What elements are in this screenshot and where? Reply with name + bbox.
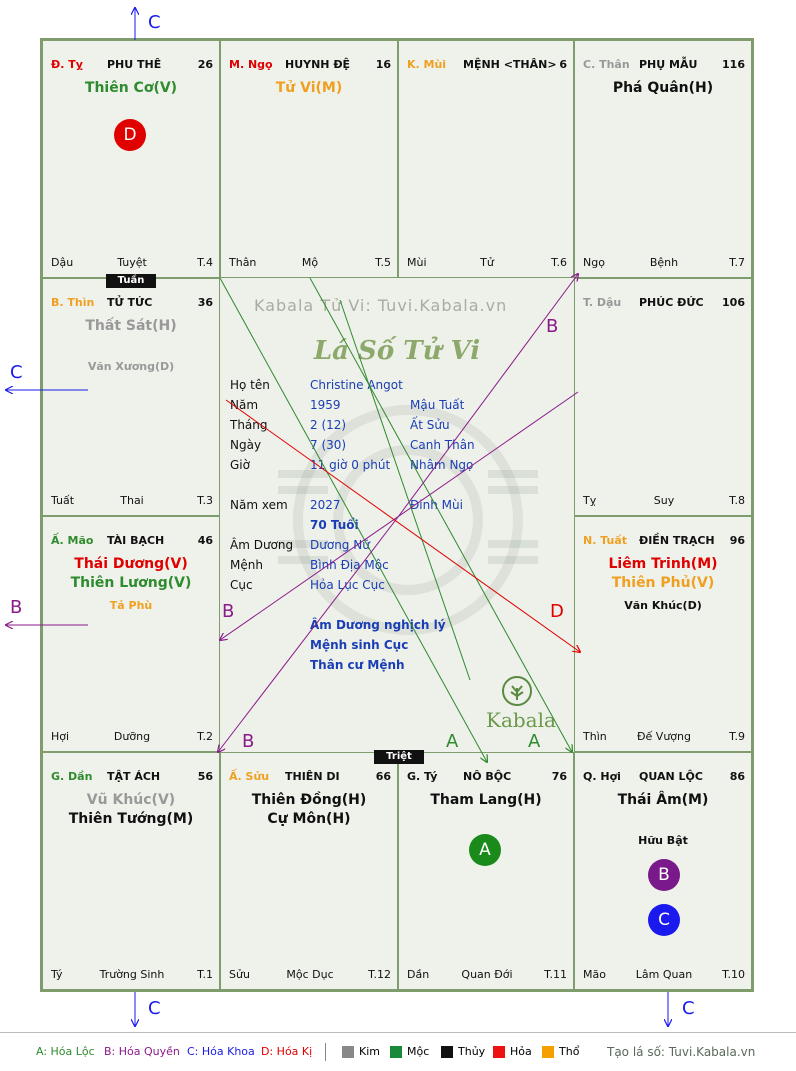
arrow-label: D bbox=[550, 601, 564, 622]
footer-stage: Thai bbox=[120, 494, 144, 507]
arrow-label: B bbox=[10, 597, 23, 618]
star-name: Tham Lang(H) bbox=[430, 792, 542, 808]
note-than-menh: Thân cư Mệnh bbox=[310, 658, 405, 672]
palace-name: MỆNH <THÂN> bbox=[463, 58, 557, 71]
footer-stage: Lâm Quan bbox=[635, 968, 693, 981]
hoa-khoa-marker: C bbox=[648, 904, 680, 936]
footer-stage: Đế Vượng bbox=[637, 730, 691, 743]
footer-branch: Tỵ bbox=[583, 494, 597, 507]
footer-stage: Tử bbox=[480, 256, 494, 269]
legend-divider bbox=[325, 1043, 326, 1061]
swatch-thuy bbox=[441, 1046, 453, 1058]
value-namxem: 2027 bbox=[310, 498, 341, 512]
arrow-label: A bbox=[528, 731, 541, 752]
star-name: Cự Môn(H) bbox=[267, 811, 351, 827]
swatch-tho bbox=[542, 1046, 554, 1058]
legend-hoa-loc: A: Hóa Lộc bbox=[36, 1045, 95, 1058]
footer-branch: Tuất bbox=[51, 494, 75, 507]
palace-number: 96 bbox=[729, 534, 745, 547]
palace-name: TỬ TỨC bbox=[107, 296, 153, 309]
star-name: Phá Quân(H) bbox=[612, 80, 714, 96]
palace-tuat bbox=[574, 516, 752, 752]
palace-name: ĐIỀN TRẠCH bbox=[639, 534, 715, 547]
palace-footer bbox=[583, 968, 745, 982]
palace-name: PHÚC ĐỨC bbox=[639, 296, 704, 309]
footer-branch: Mùi bbox=[407, 256, 427, 269]
footer-year: T.5 bbox=[375, 256, 391, 269]
palace-header bbox=[51, 58, 213, 72]
kabala-logo-text: Kabala bbox=[486, 708, 556, 732]
palace-branch: T. Dậu bbox=[583, 296, 622, 309]
label-hoten: Họ tên bbox=[230, 378, 270, 392]
value-thang: 2 (12) bbox=[310, 418, 347, 432]
footer-branch: Sửu bbox=[229, 968, 250, 981]
palace-header bbox=[583, 534, 745, 548]
footer-year: T.2 bbox=[197, 730, 213, 743]
palace-header bbox=[583, 58, 745, 72]
chart-title: Lá Số Tử Vi bbox=[313, 336, 481, 366]
palace-number: 36 bbox=[197, 296, 213, 309]
star-list bbox=[575, 79, 751, 98]
palace-name: QUAN LỘC bbox=[639, 770, 703, 783]
palace-name: TÀI BẠCH bbox=[107, 534, 165, 547]
palace-header bbox=[407, 770, 567, 784]
value-nam: 1959 bbox=[310, 398, 341, 412]
footer-year: T.7 bbox=[729, 256, 745, 269]
footer-stage: Suy bbox=[653, 494, 675, 507]
note-amduong: Âm Dương nghịch lý bbox=[310, 618, 446, 632]
value-ngay: 7 (30) bbox=[310, 438, 347, 452]
palace-footer bbox=[51, 968, 213, 982]
star-list bbox=[221, 79, 397, 98]
arrow-label: C bbox=[148, 998, 161, 1019]
palace-ty bbox=[42, 40, 220, 278]
legend-hoa-khoa: C: Hóa Khoa bbox=[187, 1045, 255, 1058]
footer-year: T.10 bbox=[722, 968, 745, 981]
palace-than bbox=[574, 40, 752, 278]
palace-mui bbox=[398, 40, 574, 278]
star-list bbox=[575, 555, 751, 615]
palace-name: TẬT ÁCH bbox=[107, 770, 161, 783]
star-name: Thiên Tướng(M) bbox=[68, 811, 194, 827]
value-nam-can: Mậu Tuất bbox=[410, 398, 465, 412]
palace-header bbox=[51, 770, 213, 784]
palace-dan bbox=[42, 752, 220, 990]
palace-footer bbox=[229, 256, 391, 270]
legend-hoa-ki: D: Hóa Kị bbox=[261, 1045, 313, 1058]
palace-branch: N. Tuất bbox=[583, 534, 628, 547]
value-ngay-can: Canh Thân bbox=[410, 438, 475, 452]
palace-number: 16 bbox=[375, 58, 391, 71]
footer-branch: Hợi bbox=[51, 730, 70, 743]
palace-header bbox=[583, 296, 745, 310]
value-gio-can: Nhâm Ngọ bbox=[410, 458, 474, 472]
label-nam: Năm bbox=[230, 398, 259, 412]
footer-branch: Ngọ bbox=[583, 256, 605, 269]
footer-branch: Dần bbox=[407, 968, 430, 981]
footer-stage: Dưỡng bbox=[113, 730, 151, 743]
footer-stage: Bệnh bbox=[649, 256, 679, 269]
footer-year: T.9 bbox=[729, 730, 745, 743]
label-menh: Mệnh bbox=[230, 558, 263, 572]
palace-branch: Ấ. Sửu bbox=[229, 770, 270, 783]
palace-number: 66 bbox=[375, 770, 391, 783]
site-link[interactable]: Tạo lá số: Tuvi.Kabala.vn bbox=[607, 1045, 756, 1059]
footer-stage: Trường Sinh bbox=[99, 968, 165, 981]
star-name: Vũ Khúc(V) bbox=[86, 792, 176, 808]
palace-footer bbox=[407, 256, 567, 270]
footer-year: T.8 bbox=[729, 494, 745, 507]
palace-number: 46 bbox=[197, 534, 213, 547]
label-amduong: Âm Dương bbox=[230, 538, 294, 552]
footer-stage: Tuyệt bbox=[117, 256, 147, 269]
tuan-tag: Tuần bbox=[106, 274, 156, 288]
footer-stage: Mộ bbox=[301, 256, 319, 269]
star-name: Thất Sát(H) bbox=[85, 318, 177, 334]
star-list bbox=[575, 791, 751, 850]
value-gio: 11 giờ 0 phút bbox=[310, 458, 391, 472]
footer-branch: Thân bbox=[229, 256, 257, 269]
palace-number: 116 bbox=[722, 58, 745, 71]
value-namxem-can: Đinh Mùi bbox=[410, 498, 463, 512]
footer-year: T.12 bbox=[368, 968, 391, 981]
palace-header bbox=[229, 58, 391, 72]
star-name: Hữu Bật bbox=[638, 834, 688, 847]
star-list bbox=[43, 317, 219, 376]
star-list bbox=[399, 791, 573, 810]
palace-footer bbox=[51, 730, 213, 744]
watermark-text: Kabala Tử Vi: Tuvi.Kabala.vn bbox=[254, 296, 508, 315]
value-hoten: Christine Angot bbox=[310, 378, 403, 392]
center-info bbox=[220, 278, 574, 752]
palace-footer bbox=[51, 494, 213, 508]
palace-branch: G. Tý bbox=[407, 770, 438, 783]
footer-branch: Tý bbox=[51, 968, 63, 981]
star-name: Thái Âm(M) bbox=[617, 792, 709, 808]
star-list bbox=[43, 555, 219, 615]
star-name: Thiên Cơ(V) bbox=[84, 80, 178, 96]
palace-branch: M. Ngọ bbox=[229, 58, 273, 71]
palace-footer bbox=[407, 968, 567, 982]
swatch-moc bbox=[390, 1046, 402, 1058]
star-name: Tử Vi(M) bbox=[275, 80, 343, 96]
arrow-label: A bbox=[446, 731, 459, 752]
palace-name: NÔ BỘC bbox=[463, 770, 512, 783]
palace-thin bbox=[42, 278, 220, 516]
kabala-logo-icon bbox=[502, 676, 532, 706]
palace-name: PHỤ MẪU bbox=[639, 58, 698, 71]
palace-footer bbox=[583, 494, 745, 508]
palace-footer bbox=[229, 968, 391, 982]
star-name: Tả Phù bbox=[109, 599, 153, 612]
palace-header bbox=[229, 770, 391, 784]
swatch-kim bbox=[342, 1046, 354, 1058]
star-name: Thái Dương(V) bbox=[74, 556, 188, 572]
palace-name: PHU THÊ bbox=[107, 58, 162, 71]
legend-kim: Kim bbox=[359, 1045, 380, 1058]
hoa-quyen-marker: B bbox=[648, 859, 680, 891]
palace-name: HUYNH ĐỆ bbox=[285, 58, 351, 71]
palace-branch: C. Thân bbox=[583, 58, 630, 71]
note-menh-cuc: Mệnh sinh Cục bbox=[310, 638, 409, 652]
palace-branch: B. Thìn bbox=[51, 296, 95, 309]
legend-tho: Thổ bbox=[559, 1045, 580, 1058]
palace-branch: K. Mùi bbox=[407, 58, 447, 71]
palace-header bbox=[51, 534, 213, 548]
arrow-label: B bbox=[242, 731, 255, 752]
footer-year: T.11 bbox=[544, 968, 567, 981]
palace-footer bbox=[51, 256, 213, 270]
footer-year: T.6 bbox=[551, 256, 567, 269]
legend-hoa-quyen: B: Hóa Quyền bbox=[104, 1045, 180, 1058]
label-cuc: Cục bbox=[230, 578, 253, 592]
palace-footer bbox=[583, 730, 745, 744]
palace-tys bbox=[398, 752, 574, 990]
swatch-hoa bbox=[493, 1046, 505, 1058]
star-name: Thiên Lương(V) bbox=[70, 575, 192, 591]
footer-branch: Dậu bbox=[51, 256, 74, 269]
value-tuoi: 70 Tuổi bbox=[310, 518, 359, 532]
arrow-label: B bbox=[546, 316, 559, 337]
arrow-label: C bbox=[10, 362, 23, 383]
hoa-loc-marker: A bbox=[469, 834, 501, 866]
triet-tag: Triệt bbox=[374, 750, 424, 764]
palace-dau bbox=[574, 278, 752, 516]
star-name: Thiên Phủ(V) bbox=[611, 575, 715, 591]
legend-moc: Mộc bbox=[407, 1045, 430, 1058]
palace-branch: Q. Hợi bbox=[583, 770, 621, 783]
footer-year: T.4 bbox=[197, 256, 213, 269]
footer-branch: Thìn bbox=[583, 730, 607, 743]
palace-mao bbox=[42, 516, 220, 752]
star-list bbox=[43, 791, 219, 829]
palace-number: 26 bbox=[197, 58, 213, 71]
star-name: Thiên Đồng(H) bbox=[251, 792, 367, 808]
palace-name: THIÊN DI bbox=[285, 770, 340, 783]
label-ngay: Ngày bbox=[230, 438, 262, 452]
star-name: Văn Xương(D) bbox=[87, 360, 175, 373]
footer-year: T.1 bbox=[197, 968, 213, 981]
star-name: Liêm Trinh(M) bbox=[608, 556, 718, 572]
arrow-label: C bbox=[148, 12, 161, 33]
footer-branch: Mão bbox=[583, 968, 606, 981]
footer-stage: Quan Đới bbox=[461, 968, 513, 981]
footer-stage: Mộc Dục bbox=[286, 968, 334, 981]
value-cuc: Hỏa Lục Cục bbox=[310, 578, 385, 592]
palace-ngo bbox=[220, 40, 398, 278]
label-thang: Tháng bbox=[230, 418, 268, 432]
label-namxem: Năm xem bbox=[230, 498, 288, 512]
legend-hoa: Hỏa bbox=[510, 1045, 532, 1058]
star-name: Văn Khúc(D) bbox=[624, 599, 702, 612]
arrow-label: B bbox=[222, 601, 235, 622]
palace-number: 86 bbox=[729, 770, 745, 783]
value-thang-can: Ất Sửu bbox=[410, 418, 450, 432]
palace-header bbox=[583, 770, 745, 784]
palace-branch: Đ. Tỵ bbox=[51, 58, 83, 71]
hoa-ki-marker: D bbox=[114, 119, 146, 151]
footer-year: T.3 bbox=[197, 494, 213, 507]
palace-branch: Ấ. Mão bbox=[51, 534, 94, 547]
palace-branch: G. Dần bbox=[51, 770, 93, 783]
legend bbox=[0, 1032, 796, 1071]
star-list bbox=[43, 79, 219, 98]
palace-header bbox=[51, 296, 213, 310]
palace-number: 6 bbox=[559, 58, 567, 71]
value-menh: Bình Địa Mộc bbox=[310, 558, 389, 572]
palace-number: 56 bbox=[197, 770, 213, 783]
palace-number: 76 bbox=[551, 770, 567, 783]
arrow-label: C bbox=[682, 998, 695, 1019]
value-amduong: Dương Nữ bbox=[310, 538, 370, 552]
palace-number: 106 bbox=[722, 296, 745, 309]
palace-suu bbox=[220, 752, 398, 990]
legend-thuy: Thủy bbox=[458, 1045, 486, 1058]
palace-footer bbox=[583, 256, 745, 270]
star-list bbox=[221, 791, 397, 829]
label-gio: Giờ bbox=[230, 458, 250, 472]
palace-header bbox=[407, 58, 567, 72]
